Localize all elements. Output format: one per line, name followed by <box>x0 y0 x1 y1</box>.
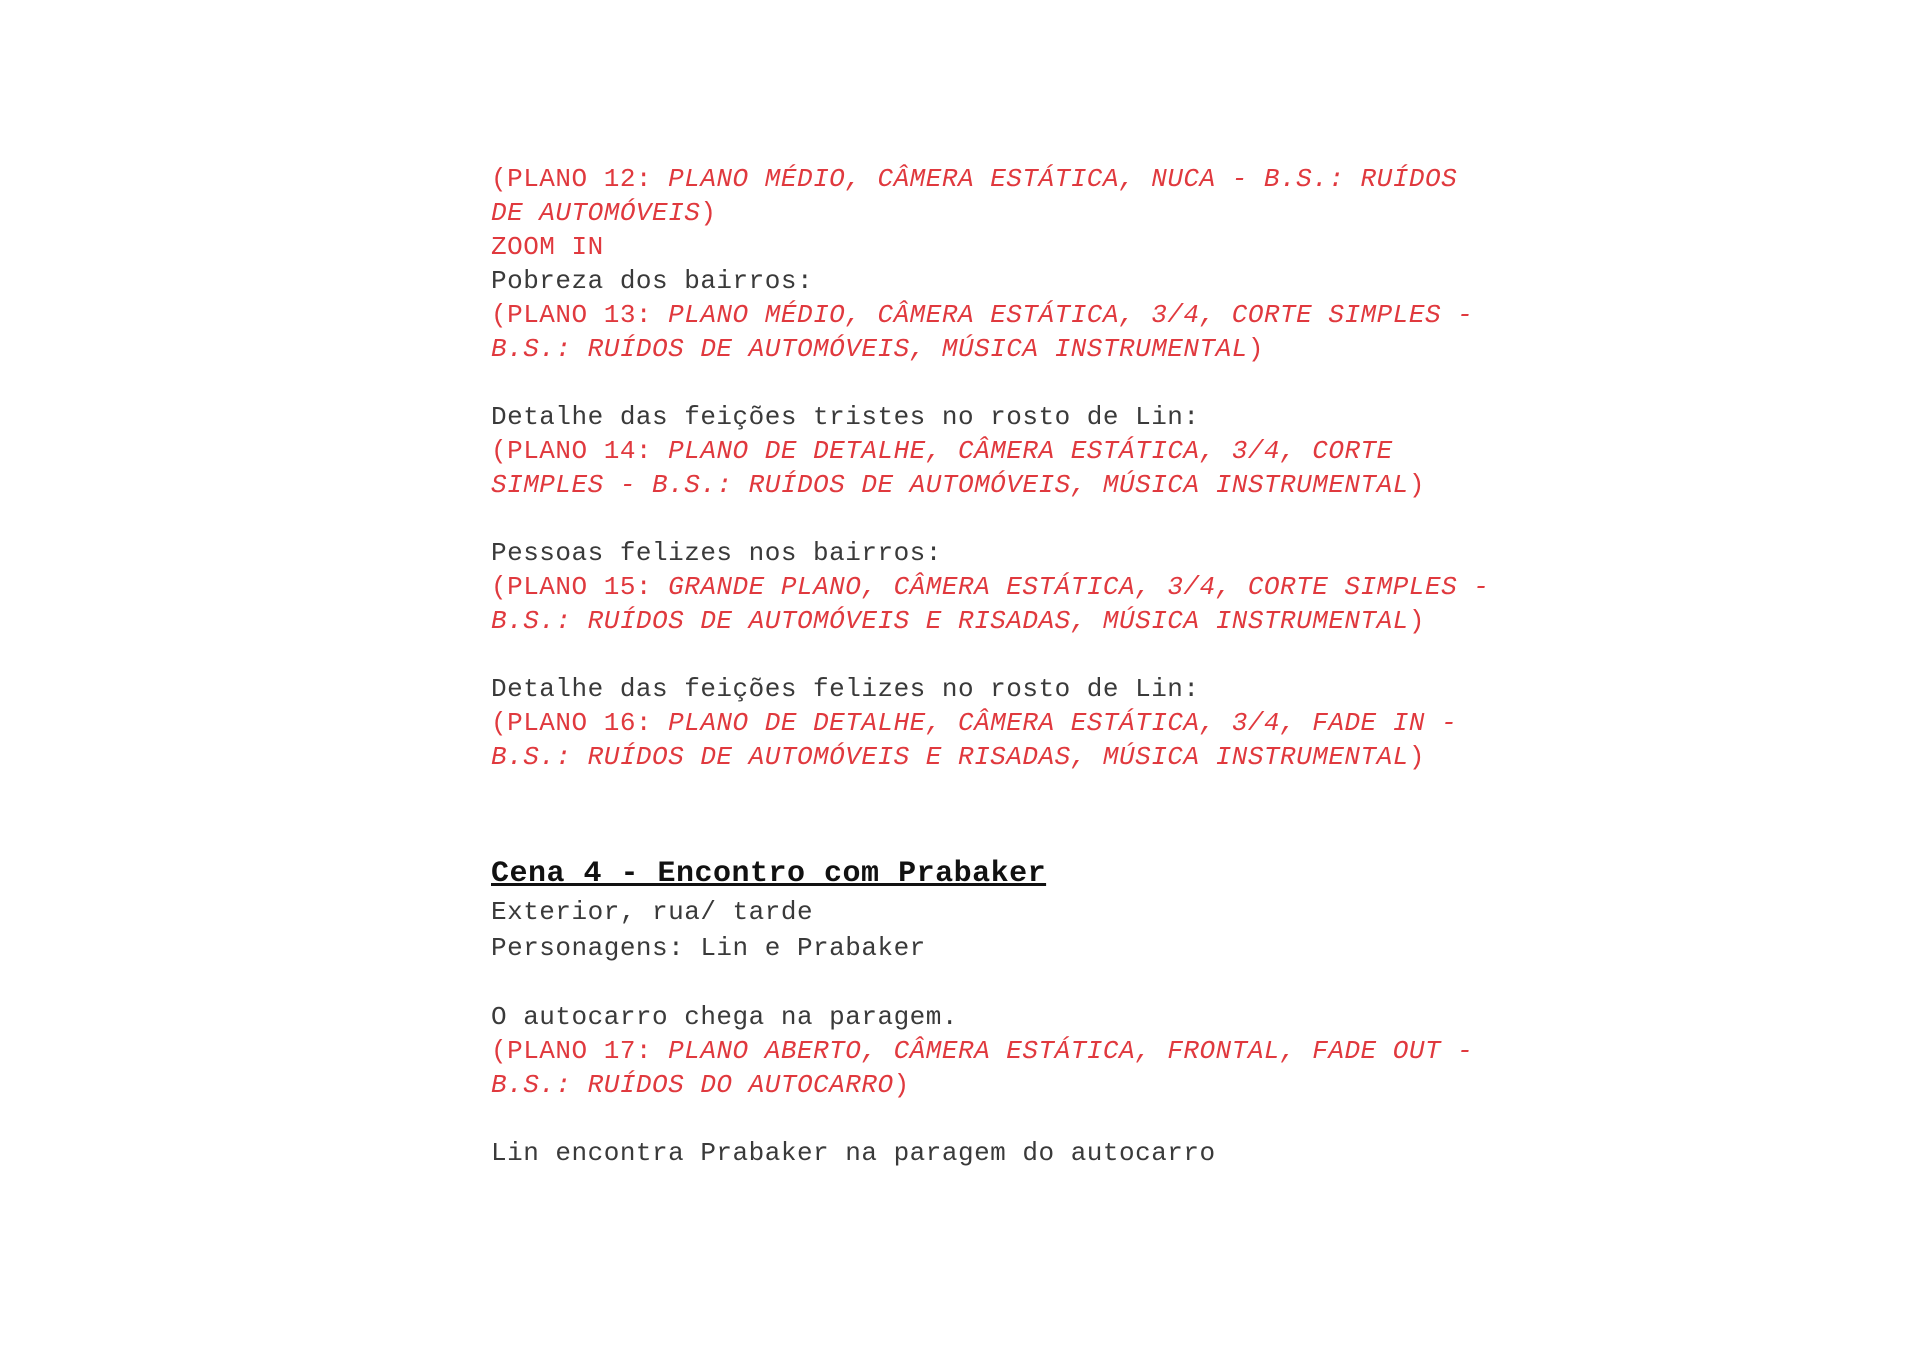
plano-14-text-1: PLANO DE DETALHE, CÂMERA ESTÁTICA, 3/4, CORTE <box>668 436 1393 466</box>
plano-16-direction-line2 <box>491 740 1491 774</box>
plano-17-close: ) <box>893 1070 910 1100</box>
plano-13-direction-line2 <box>491 332 1491 366</box>
plano-16-text-2: B.S.: RUÍDOS DE AUTOMÓVEIS E RISADAS, MÚSICA INSTRUMENTAL <box>491 742 1409 772</box>
plano-15-close: ) <box>1408 606 1425 636</box>
scene-4-heading: Cena 4 - Encontro com Prabaker <box>491 857 1047 891</box>
plano-13-text-2: B.S.: RUÍDOS DE AUTOMÓVEIS, MÚSICA INSTRUMENTAL <box>491 334 1248 364</box>
scene-setting: Exterior, rua/ tarde <box>491 897 814 927</box>
plano-12-text-1: PLANO MÉDIO, CÂMERA ESTÁTICA, NUCA - B.S.: RUÍDOS <box>668 164 1458 194</box>
plano-17-prefix: (PLANO 17: <box>491 1036 669 1066</box>
plano-12-direction-line1 <box>491 162 1491 196</box>
plano-14-direction-line1 <box>491 434 1491 468</box>
pessoas-felizes-description: Pessoas felizes nos bairros: <box>491 538 942 568</box>
plano-12-close: ) <box>700 198 717 228</box>
zoom-in-direction: ZOOM IN <box>491 232 604 262</box>
feicoes-felizes-description: Detalhe das feições felizes no rosto de Lin: <box>491 674 1200 704</box>
plano-17-text-1: PLANO ABERTO, CÂMERA ESTÁTICA, FRONTAL, FADE OUT - <box>668 1036 1474 1066</box>
plano-13-prefix: (PLANO 13: <box>491 300 669 330</box>
plano-17-direction-line1 <box>491 1034 1491 1068</box>
plano-12-direction-line2 <box>491 196 1491 230</box>
plano-15-text-1: GRANDE PLANO, CÂMERA ESTÁTICA, 3/4, CORTE SIMPLES - <box>668 572 1490 602</box>
plano-14-direction-line2 <box>491 468 1491 502</box>
spacer <box>491 966 1491 1000</box>
spacer <box>491 1102 1491 1136</box>
plano-16-prefix: (PLANO 16: <box>491 708 669 738</box>
plano-15-direction-line2 <box>491 604 1491 638</box>
plano-14-text-2: SIMPLES - B.S.: RUÍDOS DE AUTOMÓVEIS, MÚSICA INSTRUMENTAL <box>491 470 1409 500</box>
spacer <box>491 502 1491 536</box>
plano-13-direction-line1 <box>491 298 1491 332</box>
plano-13-close: ) <box>1247 334 1264 364</box>
spacer <box>491 366 1491 400</box>
pobreza-description: Pobreza dos bairros: <box>491 266 814 296</box>
plano-14-prefix: (PLANO 14: <box>491 436 669 466</box>
plano-16-close: ) <box>1408 742 1425 772</box>
plano-14-close: ) <box>1408 470 1425 500</box>
scene-action-lin-meets-prabaker: Lin encontra Prabaker na paragem do autocarro <box>491 1138 1216 1168</box>
plano-15-text-2: B.S.: RUÍDOS DE AUTOMÓVEIS E RISADAS, MÚSICA INSTRUMENTAL <box>491 606 1409 636</box>
spacer-large <box>491 774 1491 854</box>
plano-16-direction-line1 <box>491 706 1491 740</box>
plano-15-direction-line1 <box>491 570 1491 604</box>
plano-17-text-2: B.S.: RUÍDOS DO AUTOCARRO <box>491 1070 894 1100</box>
scene-characters: Personagens: Lin e Prabaker <box>491 933 926 963</box>
plano-17-direction-line2 <box>491 1068 1491 1102</box>
script-content <box>491 162 1491 1170</box>
plano-12-prefix: (PLANO 12: <box>491 164 669 194</box>
plano-12-text-2: DE AUTOMÓVEIS <box>491 198 701 228</box>
plano-16-text-1: PLANO DE DETALHE, CÂMERA ESTÁTICA, 3/4, FADE IN - <box>668 708 1458 738</box>
plano-15-prefix: (PLANO 15: <box>491 572 669 602</box>
feicoes-tristes-description: Detalhe das feições tristes no rosto de Lin: <box>491 402 1200 432</box>
spacer <box>491 638 1491 672</box>
scene-action-bus-arrives: O autocarro chega na paragem. <box>491 1002 958 1032</box>
plano-13-text-1: PLANO MÉDIO, CÂMERA ESTÁTICA, 3/4, CORTE SIMPLES - <box>668 300 1474 330</box>
